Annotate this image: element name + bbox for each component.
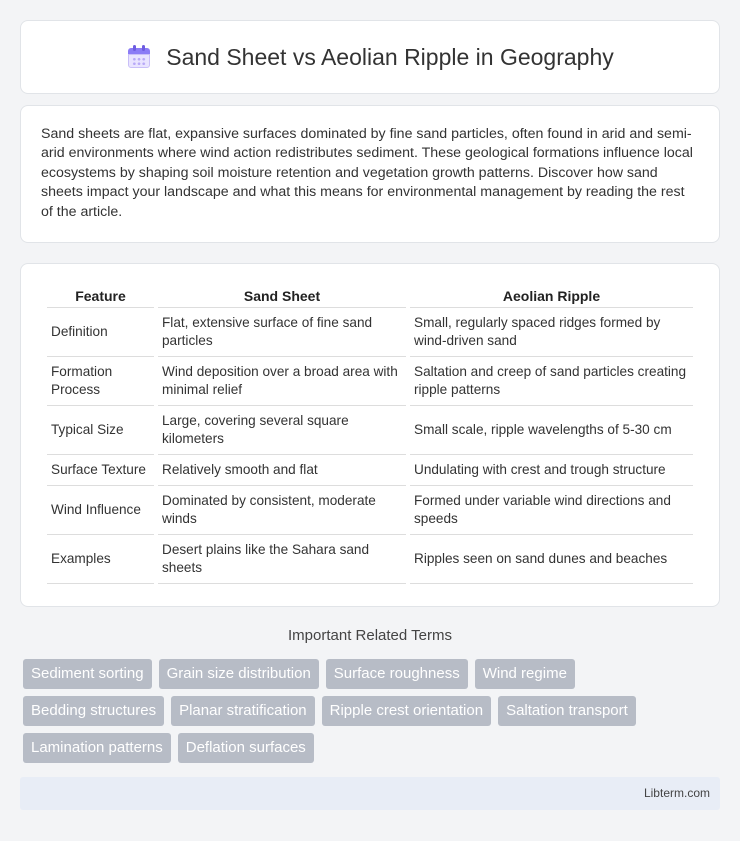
title-wrap xyxy=(126,44,614,71)
related-term-tag[interactable]: Bedding structures xyxy=(23,696,164,726)
aeolian-ripple-cell: Small, regularly spaced ridges formed by wind-driven sand xyxy=(410,308,693,357)
related-term-tag[interactable]: Grain size distribution xyxy=(159,659,319,689)
sand-sheet-cell: Desert plains like the Sahara sand sheets xyxy=(158,535,406,584)
footer-site-link[interactable]: Libterm.com xyxy=(643,786,710,800)
table-row xyxy=(47,455,693,486)
sand-sheet-cell: Relatively smooth and flat xyxy=(158,455,406,486)
header-card xyxy=(20,20,720,94)
sand-sheet-cell: Flat, extensive surface of fine sand particles xyxy=(158,308,406,357)
related-term-tag[interactable]: Wind regime xyxy=(475,659,575,689)
related-term-tag[interactable]: Planar stratification xyxy=(171,696,315,726)
table-row xyxy=(47,406,693,455)
feature-cell: Surface Texture xyxy=(47,455,154,486)
feature-cell: Examples xyxy=(47,535,154,584)
related-term-tag[interactable]: Ripple crest orientation xyxy=(322,696,491,726)
related-term-tag[interactable]: Saltation transport xyxy=(498,696,636,726)
intro-text: Sand sheets are flat, expansive surfaces dominated by fine sand particles, often found in arid and semi-arid environments where wind action redistributes sediment. These geological formations influence local ecosystems by shaping soil moisture retention and vegetation growth patterns. Discover how sand sheets impact your landscape and what this means for environmental management by reading the rest of the article. xyxy=(41,126,693,220)
aeolian-ripple-cell: Formed under variable wind directions and speeds xyxy=(410,486,693,535)
aeolian-ripple-cell: Ripples seen on sand dunes and beaches xyxy=(410,535,693,584)
footer xyxy=(20,777,720,810)
comparison-card xyxy=(20,263,720,607)
sand-sheet-cell: Dominated by consistent, moderate winds xyxy=(158,486,406,535)
sand-sheet-cell: Wind deposition over a broad area with minimal relief xyxy=(158,357,406,406)
intro-card xyxy=(20,105,720,243)
table-row xyxy=(47,308,693,357)
calendar-icon xyxy=(126,44,152,70)
feature-cell: Wind Influence xyxy=(47,486,154,535)
table-row xyxy=(47,535,693,584)
aeolian-ripple-cell: Saltation and creep of sand particles creating ripple patterns xyxy=(410,357,693,406)
header-sand-sheet: Sand Sheet xyxy=(158,286,406,308)
aeolian-ripple-cell: Undulating with crest and trough structure xyxy=(410,455,693,486)
related-terms-list xyxy=(23,659,703,763)
feature-cell: Typical Size xyxy=(47,406,154,455)
related-term-tag[interactable]: Deflation surfaces xyxy=(178,733,314,763)
related-terms-title: Important Related Terms xyxy=(288,627,452,644)
header-aeolian-ripple: Aeolian Ripple xyxy=(410,286,693,308)
table-row xyxy=(47,486,693,535)
comparison-table xyxy=(43,286,697,584)
feature-cell: Definition xyxy=(47,308,154,357)
related-term-tag[interactable]: Surface roughness xyxy=(326,659,468,689)
page-title: Sand Sheet vs Aeolian Ripple in Geography xyxy=(166,43,614,70)
header-feature: Feature xyxy=(47,286,154,308)
related-term-tag[interactable]: Sediment sorting xyxy=(23,659,152,689)
sand-sheet-cell: Large, covering several square kilometers xyxy=(158,406,406,455)
related-term-tag[interactable]: Lamination patterns xyxy=(23,733,171,763)
table-row xyxy=(47,357,693,406)
aeolian-ripple-cell: Small scale, ripple wavelengths of 5-30 cm xyxy=(410,406,693,455)
feature-cell: Formation Process xyxy=(47,357,154,406)
